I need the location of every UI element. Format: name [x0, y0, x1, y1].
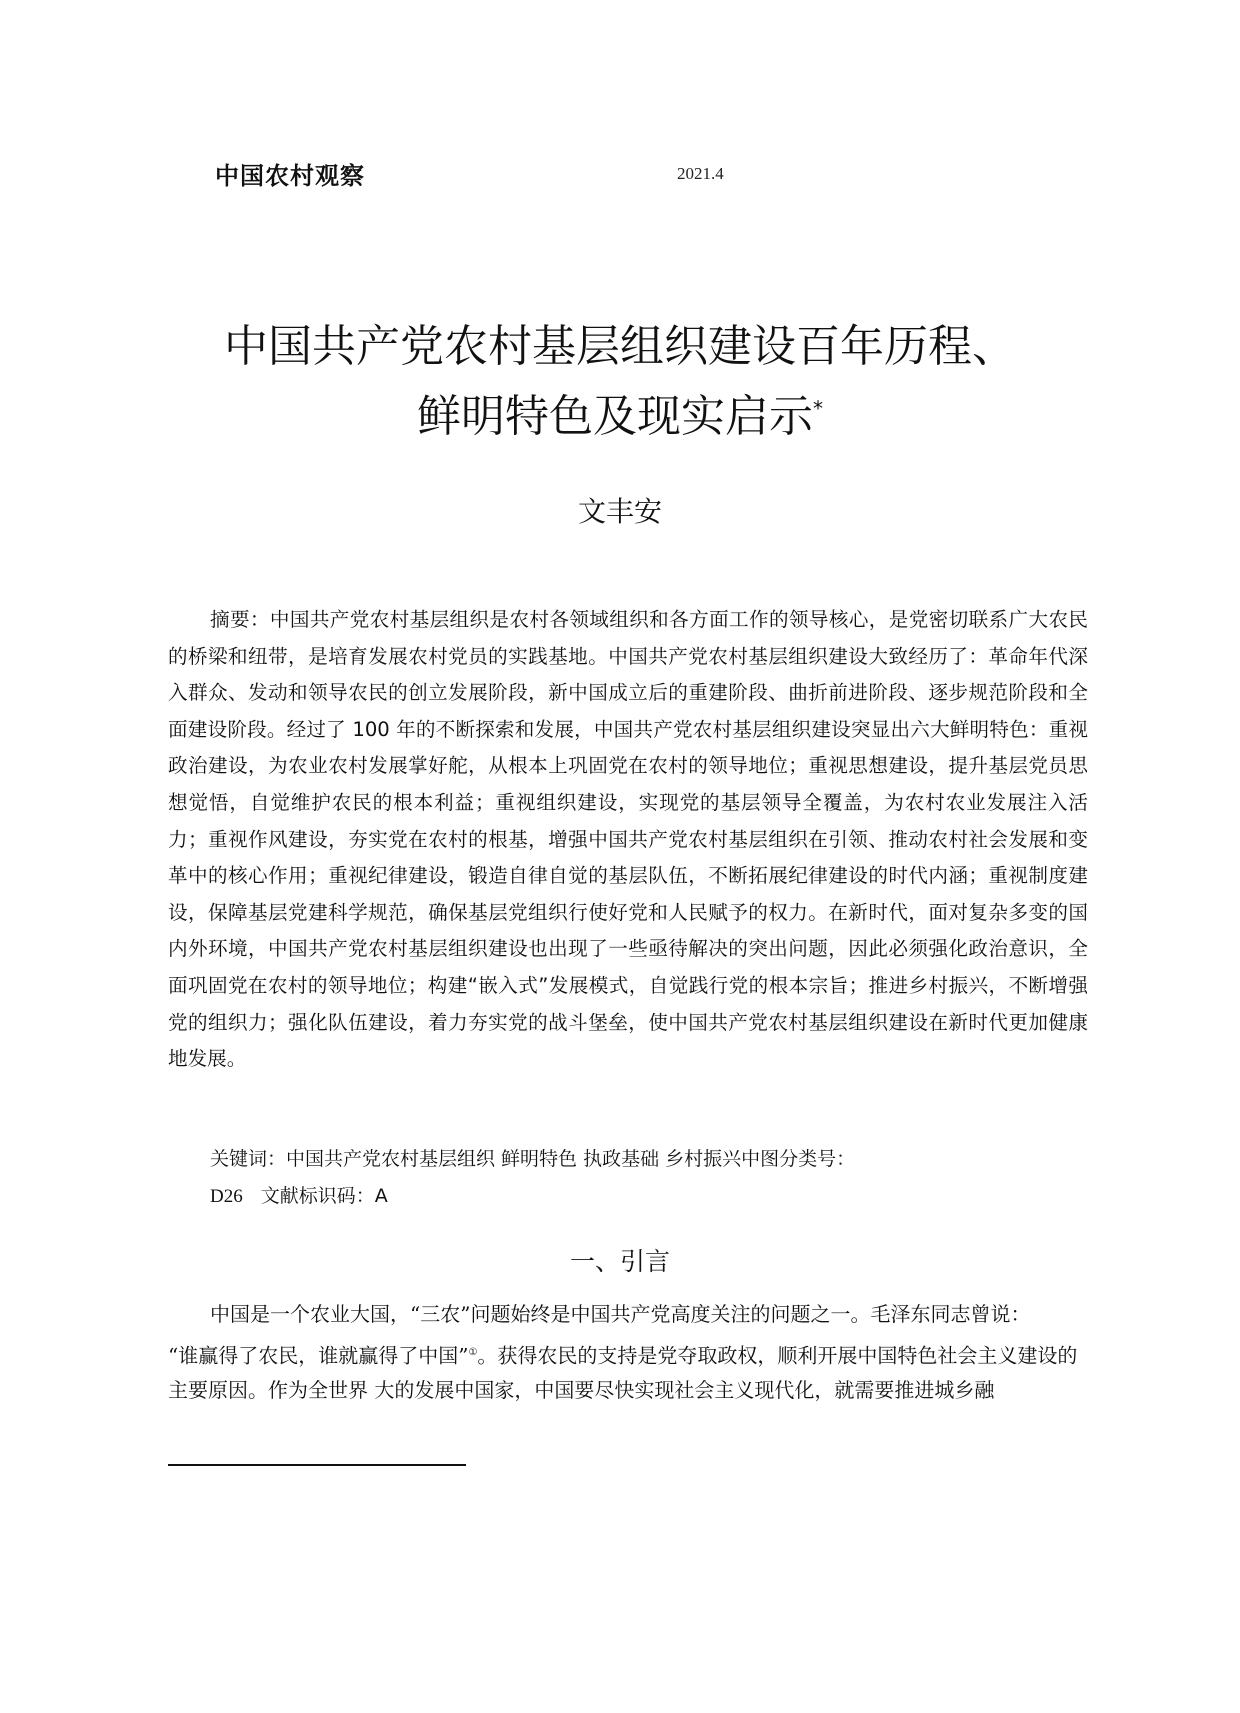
issue-number: 2021.4 [677, 164, 724, 183]
body-quote: “谁赢得了农民，谁就赢得了中国” [168, 1343, 469, 1368]
body-paragraph-2-text: 。获得农民的支持是党夺取政权，顺利开展中国特色社会主义建设的主要原因。作为全世界 大的发展中国家，中国要尽快实现社会主义现代化，就需要推进城乡融 [168, 1343, 1078, 1402]
page-header [215, 150, 1115, 190]
abstract-paragraph [168, 602, 1088, 1078]
body-text [168, 1302, 1088, 1407]
classification-code: D26 [210, 1186, 243, 1207]
abstract-text: 中国共产党农村基层组织是农村各领域组织和各方面工作的领导核心，是党密切联系广大农民的桥梁和纽带，是培育发展农村党员的实践基地。中国共产党农村基层组织建设大致经历了：革命年代深入群众、发动和领导农民的创立发展阶段，新中国成立后的重建阶段、曲折前进阶段、逐步规范阶段和全面建设阶段。经过了 100 年的不断探索和发展，中国共产党农村基层组织建设突显出六大鲜明特色：重视政治建设，为农业农村发展掌好舵，从根本上巩固党在农村的领导地位；重视思想建设，提升基层党员思想觉悟，自觉维护农民的根本利益；重视组织建设，实现党的基层领导全覆盖，为农村农业发展注入活力；重视作风建设，夯实党在农村的根基，增强中国共产党农村基层组织在引领、推动农村社会发展和变革中的核心作用；重视纪律建设，锻造自律自觉的基层队伍，不断拓展纪律建设的时代内涵；重视制度建设，保障基层党建科学规范，确保基层党组织行使好党和人民赋予的权力。在新时代，面对复杂多变的国内外环境，中国共产党农村基层组织建设也出现了一些亟待解决的突出问题，因此必须强化政治意识，全面巩固党在农村的领导地位；构建“嵌入式”发展模式，自觉践行党的根本宗旨；推进乡村振兴，不断增强党的组织力；强化队伍建设，着力夯实党的战斗堡垒，使中国共产党农村基层组织建设在新时代更加健康地发展。 [168, 608, 1089, 1071]
article-title [120, 312, 1120, 452]
section-heading: 一、引言 [569, 1247, 670, 1276]
body-paragraph-2 [168, 1336, 1088, 1407]
abstract-label: 摘要： [210, 608, 270, 631]
abstract [168, 602, 1088, 1078]
title-footnote-marker: * [813, 396, 823, 421]
footnote-ref: ① [468, 1347, 478, 1358]
journal-name: 中国农村观察 [215, 162, 365, 190]
footnote-divider [168, 1464, 466, 1466]
title-line-1: 中国共产党农村基层组织建设百年历程、 [224, 321, 1016, 372]
classification-line [210, 1181, 388, 1208]
title-line-2 [120, 382, 1120, 452]
document-code: 文献标识码：A [260, 1185, 388, 1207]
author-name: 文丰安 [577, 495, 662, 528]
keywords-label: 关键词： [210, 1148, 287, 1170]
body-paragraph-1: 中国是一个农业大国，“三农”问题始终是中国共产党高度关注的问题之一。毛泽东同志曾说： [210, 1302, 1031, 1326]
keywords [210, 1140, 1090, 1178]
title-line-2-text: 鲜明特色及现实启示 [417, 391, 813, 442]
keywords-text: 中国共产党农村基层组织 鲜明特色 执政基础 乡村振兴中图分类号： [286, 1148, 856, 1170]
